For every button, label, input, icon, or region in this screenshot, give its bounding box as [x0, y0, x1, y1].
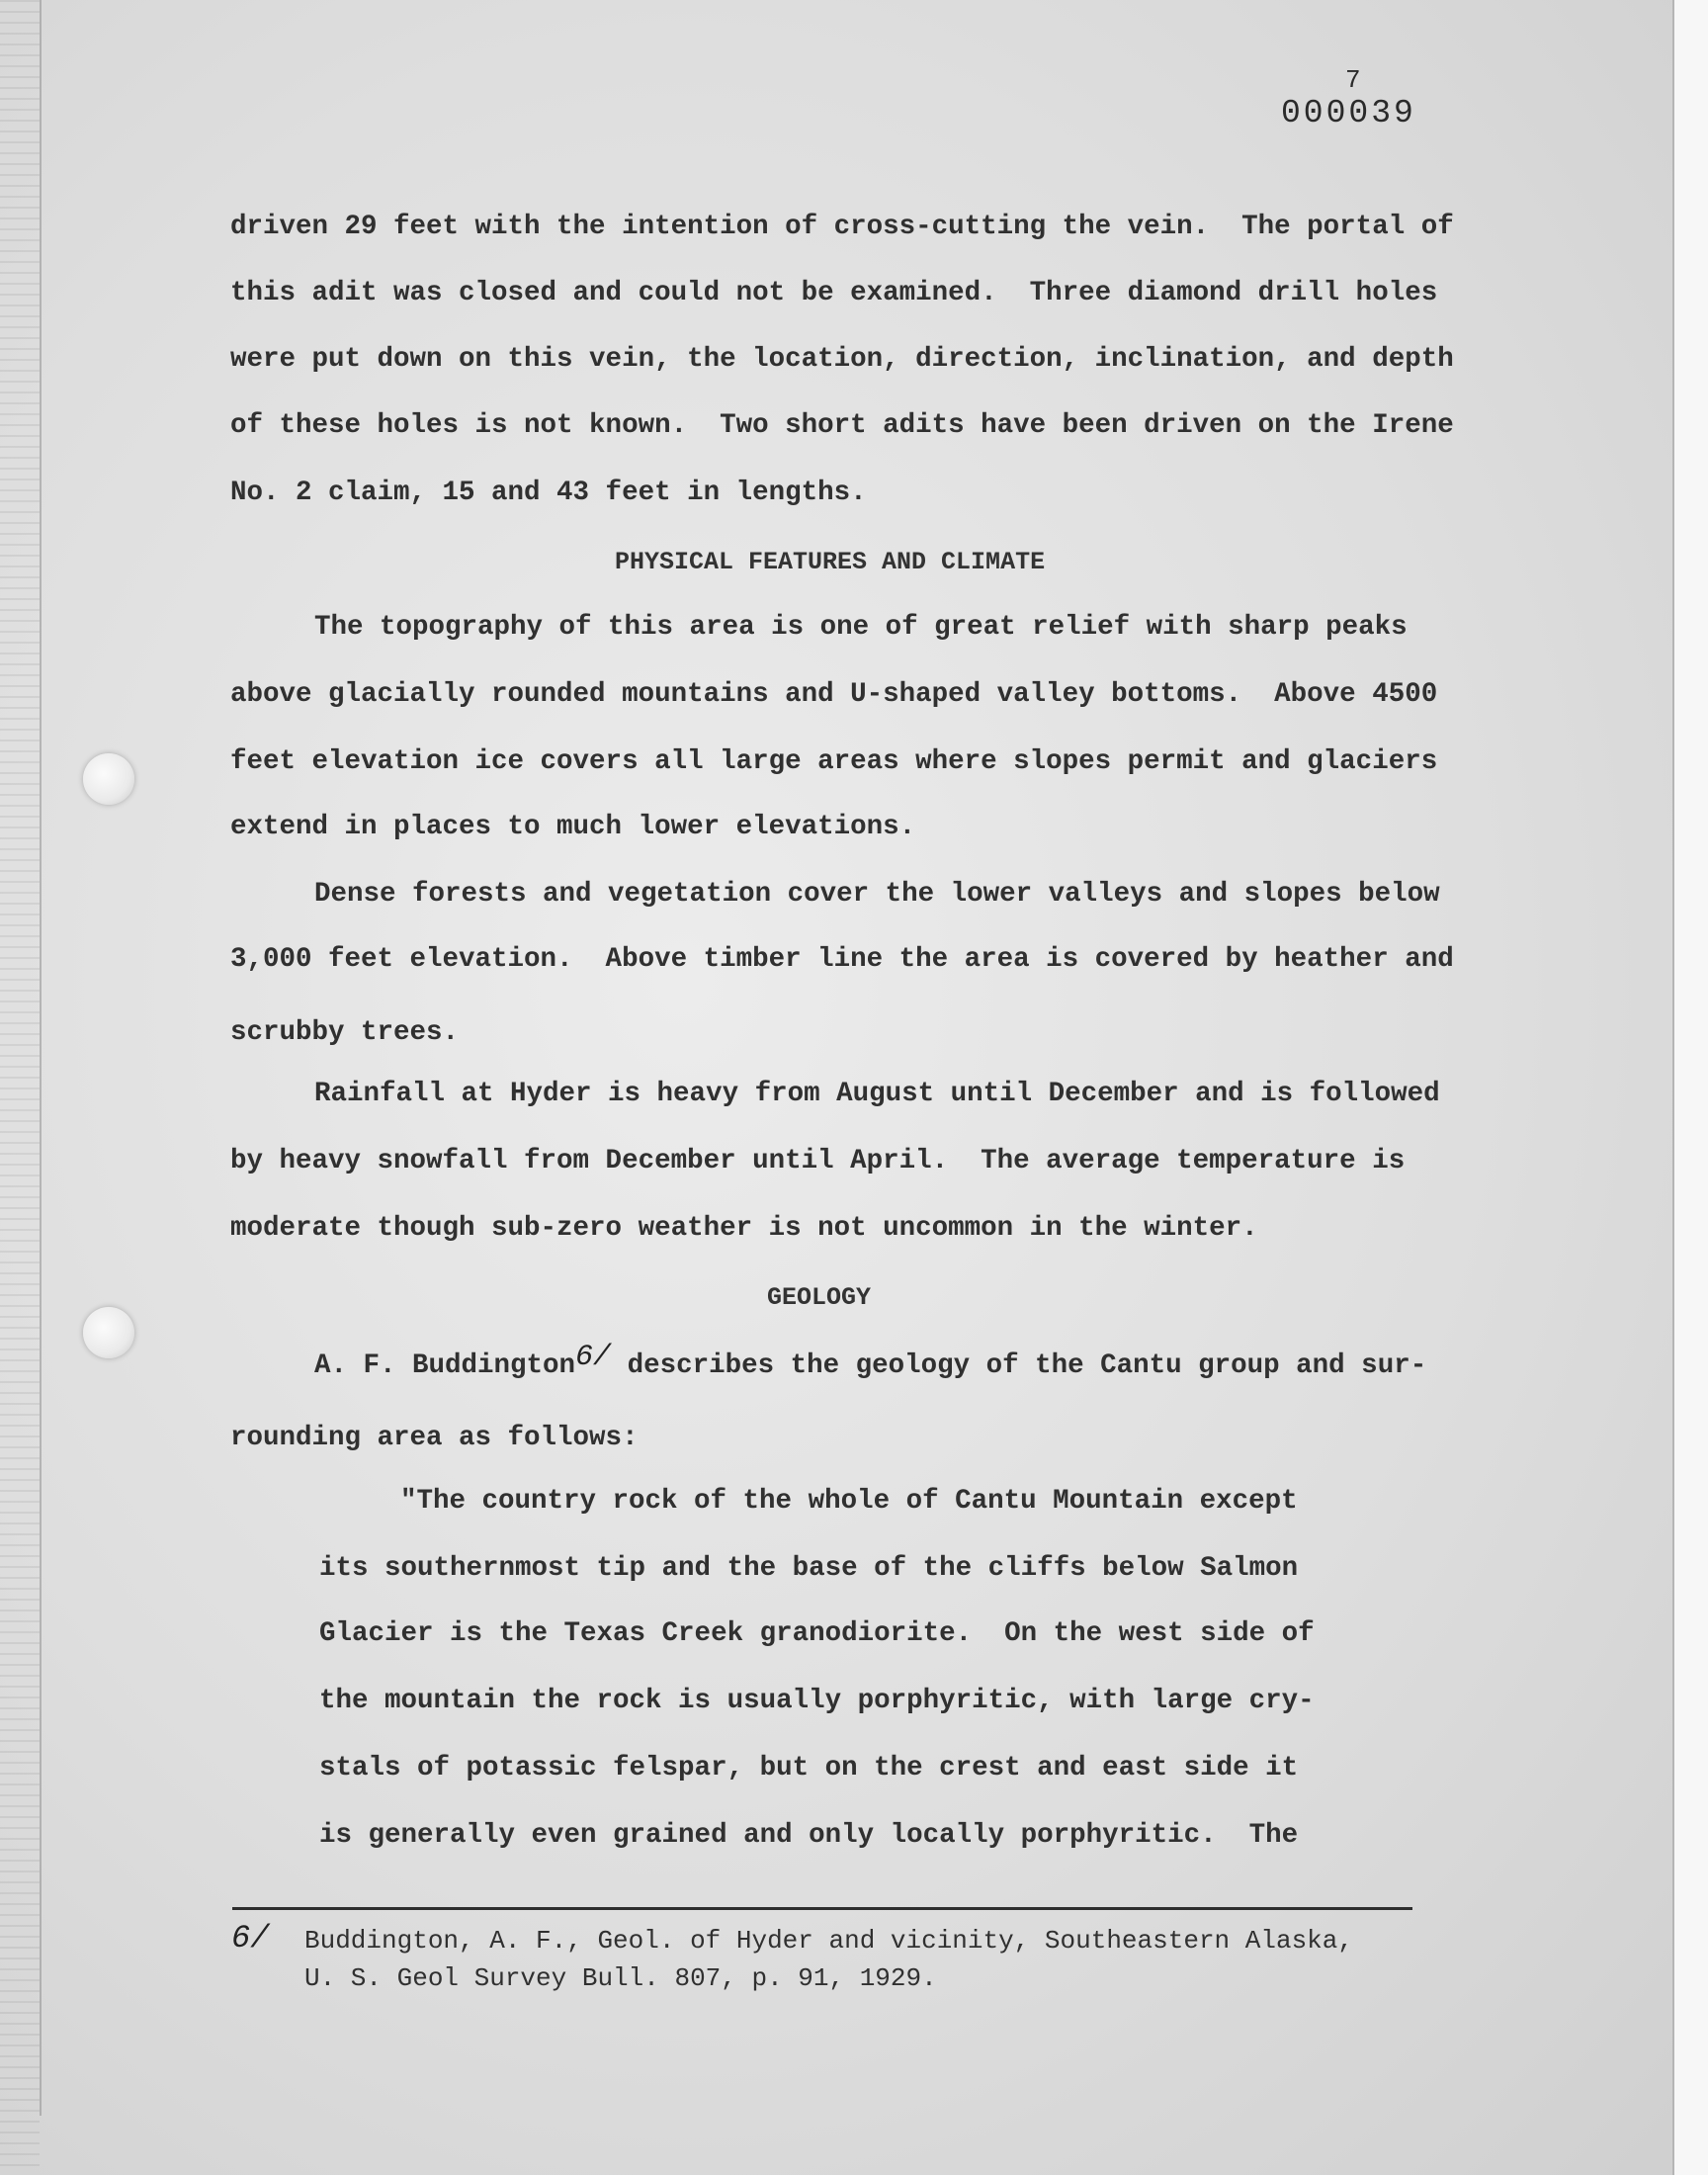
- geology-intro-rest: describes the geology of the Cantu group and sur-: [611, 1350, 1427, 1381]
- intro-line: driven 29 feet with the intention of cross-cutting the vein. The portal of: [230, 212, 1454, 242]
- footnote-line: U. S. Geol Survey Bull. 807, p. 91, 1929.: [304, 1963, 937, 1993]
- intro-line: this adit was closed and could not be examined. Three diamond drill holes: [230, 278, 1438, 308]
- physical-p1-line: above glacially rounded mountains and U-shaped valley bottoms. Above 4500: [230, 679, 1438, 710]
- footnote-line: Buddington, A. F., Geol. of Hyder and vicinity, Southeastern Alaska,: [304, 1926, 1353, 1956]
- quote-line: its southernmost tip and the base of the cliffs below Salmon: [319, 1553, 1299, 1584]
- intro-line: No. 2 claim, 15 and 43 feet in lengths.: [230, 478, 867, 508]
- physical-p1-line: extend in places to much lower elevations.: [230, 812, 916, 842]
- physical-p2-line: 3,000 feet elevation. Above timber line the area is covered by heather and: [230, 944, 1454, 975]
- physical-p3-line: by heavy snowfall from December until April. The average temperature is: [230, 1146, 1406, 1176]
- physical-p3-line: moderate though sub-zero weather is not uncommon in the winter.: [230, 1213, 1258, 1244]
- page-handwritten-mark: 7: [1345, 65, 1361, 95]
- page-number: 000039: [1281, 95, 1416, 131]
- physical-p1-line: feet elevation ice covers all large areas where slopes permit and glaciers: [230, 746, 1438, 777]
- geology-intro-line: [314, 1341, 1427, 1383]
- punch-hole-upper: [83, 753, 134, 805]
- physical-p2-line: scrubby trees.: [230, 1017, 460, 1048]
- footnote-reference: 6/: [575, 1341, 612, 1374]
- scan-edge-speckle: [0, 0, 40, 2175]
- scan-right-edge: [1672, 0, 1708, 2175]
- intro-line: of these holes is not known. Two short adits have been driven on the Irene: [230, 410, 1454, 441]
- section-heading-physical: PHYSICAL FEATURES AND CLIMATE: [615, 548, 1046, 576]
- footnote-divider: [232, 1907, 1412, 1910]
- quote-line: stals of potassic felspar, but on the crest and east side it: [319, 1753, 1299, 1784]
- intro-line: were put down on this vein, the location, direction, inclination, and depth: [230, 344, 1454, 375]
- quote-line: the mountain the rock is usually porphyritic, with large cry-: [319, 1686, 1315, 1716]
- footnote-marker: 6/: [231, 1920, 270, 1957]
- quote-line: "The country rock of the whole of Cantu Mountain except: [400, 1486, 1298, 1517]
- quote-line: Glacier is the Texas Creek granodiorite. On the west side of: [319, 1618, 1315, 1649]
- section-heading-geology: GEOLOGY: [767, 1283, 872, 1312]
- scan-edge-line: [40, 0, 42, 2116]
- physical-p1-line: The topography of this area is one of great relief with sharp peaks: [314, 612, 1408, 643]
- physical-p3-line: Rainfall at Hyder is heavy from August until December and is followed: [314, 1079, 1440, 1109]
- geology-intro-line: rounding area as follows:: [230, 1423, 639, 1453]
- physical-p2-line: Dense forests and vegetation cover the lower valleys and slopes below: [314, 879, 1440, 910]
- quote-line: is generally even grained and only locally porphyritic. The: [319, 1820, 1299, 1851]
- author-name: A. F. Buddington: [314, 1350, 576, 1381]
- punch-hole-lower: [83, 1307, 134, 1358]
